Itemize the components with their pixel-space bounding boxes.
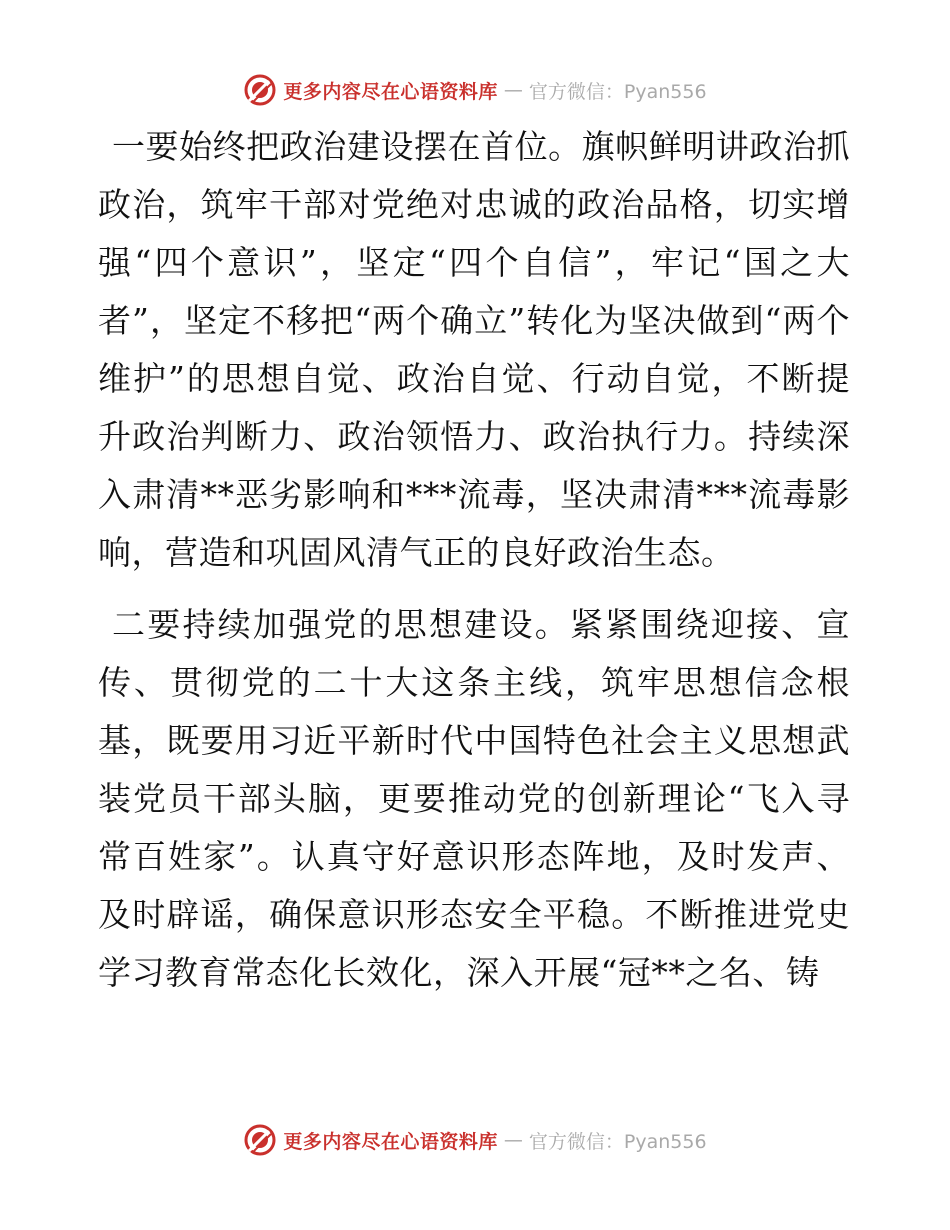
watermark-account-text: 官方微信：Pyan556	[528, 1130, 707, 1153]
document-body	[98, 118, 850, 1002]
watermark-brand-text: 更多内容尽在心语资料库	[283, 1130, 498, 1153]
pen-seal-icon	[243, 73, 277, 107]
watermark-account-text: 官方微信：Pyan556	[528, 80, 707, 103]
header-watermark	[0, 70, 950, 110]
footer-watermark	[0, 1120, 950, 1160]
pen-seal-icon	[243, 1123, 277, 1157]
watermark-dash: —	[503, 1129, 523, 1151]
watermark-brand-text: 更多内容尽在心语资料库	[283, 80, 498, 103]
watermark-dash: —	[503, 79, 523, 101]
paragraph-ideological-construction: 二要持续加强党的思想建设。紧紧围绕迎接、宣传、贯彻党的二十大这条主线，筑牢思想信念根基，既要用习近平新时代中国特色社会主义思想武装党员干部头脑，更要推动党的创新理论“飞入寻常百姓家”。认真守好意识形态阵地，及时发声、及时辟谣，确保意识形态安全平稳。不断推进党史学习教育常态化长效化，深入开展“冠**之名、铸	[98, 605, 850, 992]
paragraph-political-construction: 一要始终把政治建设摆在首位。旗帜鲜明讲政治抓政治，筑牢干部对党绝对忠诚的政治品格，切实增强“四个意识”，坚定“四个自信”，牢记“国之大者”，坚定不移把“两个确立”转化为坚决做到“两个维护”的思想自觉、政治自觉、行动自觉，不断提升政治判断力、政治领悟力、政治执行力。持续深入肃清**恶劣影响和***流毒，坚决肃清***流毒影响，营造和巩固风清气正的良好政治生态。	[98, 127, 850, 572]
